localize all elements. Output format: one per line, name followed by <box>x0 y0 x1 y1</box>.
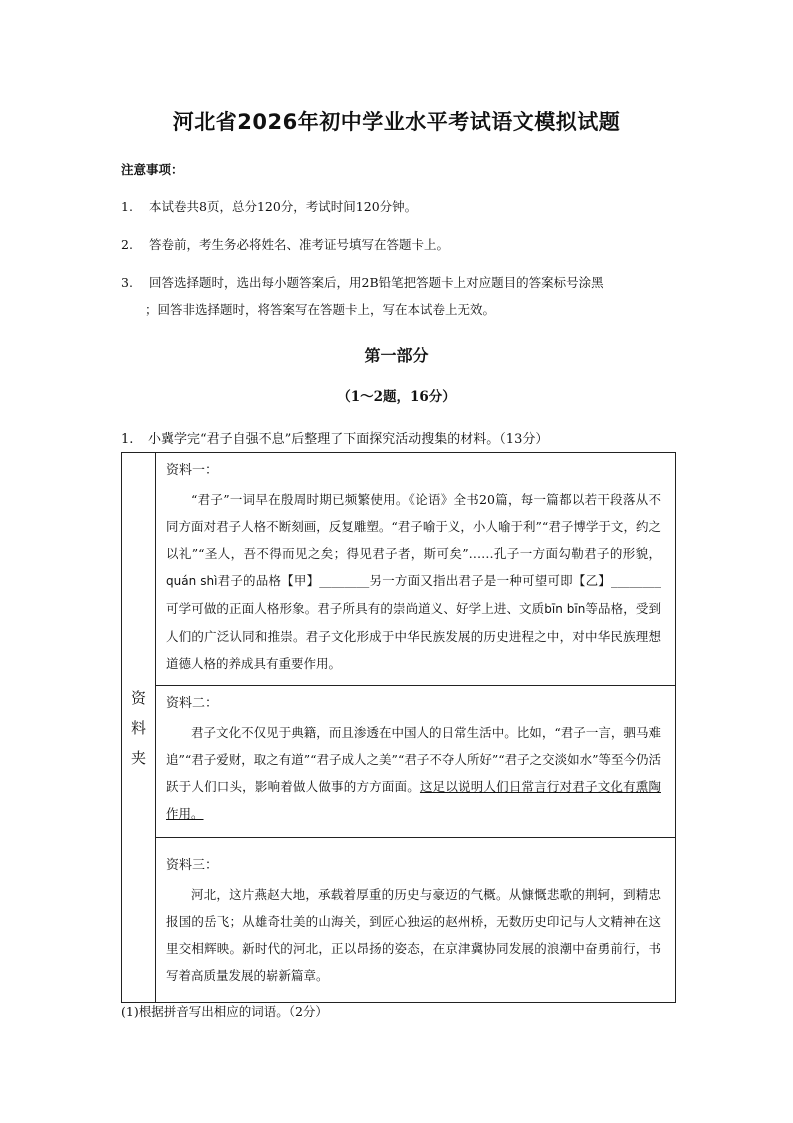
material-paragraph <box>166 719 661 827</box>
side-char: 料 <box>130 718 146 737</box>
material-heading: 资料一： <box>166 463 219 478</box>
notice-item-num: 3. <box>121 275 133 290</box>
text-segment: 等品格，受到人们的广泛认同和推崇。君子文化形成于中华民族发展的历史进程之中，对中华民族理想道德人格的养成具有重要作用。 <box>166 601 661 671</box>
text-segment: “君子”一词早在殷周时期已频繁使用。《论语》全书20篇，每一篇都以若干段落从不同方面对君子人格不断刻画，反复雕塑。“君子喻于义，小人喻于利”“君子博学于文，约之以礼”“圣人，吾不得而见之矣；得见君子者，斯可矣”……孔子一方面勾勒君子的形貌， <box>166 492 661 561</box>
notice-item-num: 2. <box>121 237 133 252</box>
material-2 <box>156 686 676 838</box>
notice-item-text-cont: ；回答非选择题时，将答案写在答题卡上，写在本试卷上无效。 <box>145 302 496 317</box>
question-text: 小冀学完“君子自强不息”后整理了下面探究活动搜集的材料。（13分） <box>148 432 549 447</box>
text-segment: 君子的品格【甲】________另一方面又指出君子是一种可望可即【乙】________可学可做的正面人格形象。君子所具有的崇尚道义、好学上进、文质 <box>166 573 661 616</box>
pinyin: quán shì <box>166 574 218 588</box>
side-char: 夹 <box>130 748 146 767</box>
page-title: 河北省2026年初中学业水平考试语文模拟试题 <box>172 110 621 134</box>
material-3 <box>156 838 676 1003</box>
underlined-sentence: 这足以说明人们日常言行对君子文化有熏陶作用。 <box>166 779 661 821</box>
question-1 <box>121 428 548 447</box>
notice-item-text: 答卷前，考生务必将姓名、准考证号填写在答题卡上。 <box>149 237 450 252</box>
part-subtitle: （1～2题，16分） <box>337 389 456 405</box>
material-heading: 资料二： <box>166 696 219 711</box>
notice-label: 注意事项： <box>121 162 184 177</box>
material-1 <box>156 453 676 686</box>
material-paragraph <box>166 486 661 677</box>
notice-item-text: 本试卷共8页，总分120分，考试时间120分钟。 <box>149 199 418 214</box>
material-paragraph: 河北，这片燕赵大地，承载着厚重的历史与豪迈的气概。从慷慨悲歌的荆轲，到精忠报国的岳飞；从雄奇壮美的山海关，到匠心独运的赵州桥，无数历史印记与人文精神在这里交相辉映。新时代的河北，正以昂扬的姿态，在京津冀协同发展的浪潮中奋勇前行，书写着高质量发展的崭新篇章。 <box>166 887 661 983</box>
pinyin: bīn bīn <box>544 602 586 616</box>
material-table <box>121 452 676 1003</box>
text-segment: 君子文化不仅见于典籍，而且渗透在中国人的日常生活中。比如，“君子一言，驷马难追”“君子爱财，取之有道”“君子成人之美”“君子不夺人所好”“君子之交淡如水”等至今仍活跃于人们口头，影响着做人做事的方方面面。 <box>166 725 662 794</box>
notice-item-text: 回答选择题时，选出每小题答案后，用2B铅笔把答题卡上对应题目的答案标号涂黑 <box>149 275 604 290</box>
sub-question-1: (1)根据拼音写出相应的词语。（2分） <box>121 1004 328 1019</box>
material-side-label <box>122 453 156 1003</box>
question-number: 1. <box>121 432 134 447</box>
side-char: 资 <box>130 688 146 707</box>
notice-item-num: 1. <box>121 199 133 214</box>
material-heading: 资料三： <box>166 858 219 873</box>
part-title: 第一部分 <box>364 346 429 365</box>
